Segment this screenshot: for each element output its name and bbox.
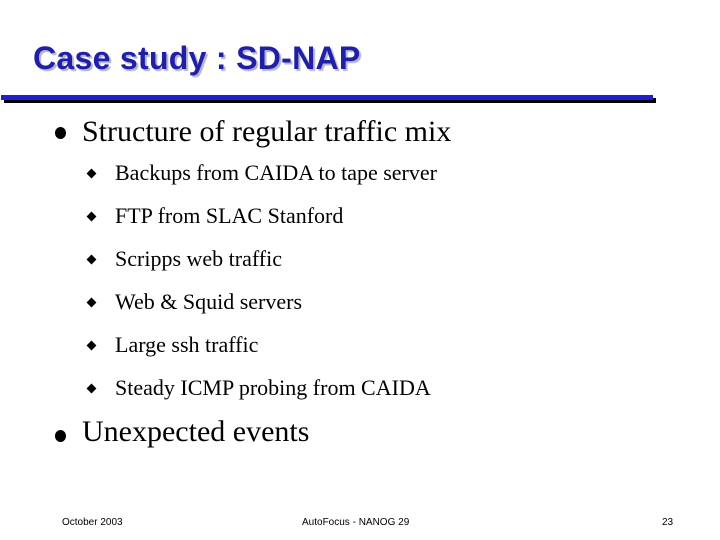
diamond-bullet-icon bbox=[87, 384, 97, 394]
diamond-bullet-icon bbox=[87, 212, 97, 222]
sub-bullet-icmp: Steady ICMP probing from CAIDA bbox=[115, 375, 431, 400]
bullet-dot-icon bbox=[55, 430, 66, 442]
diamond-bullet-icon bbox=[87, 341, 97, 351]
title-rule bbox=[1, 95, 653, 100]
footer-title: AutoFocus - NANOG 29 bbox=[302, 517, 410, 528]
diamond-bullet-icon bbox=[87, 255, 97, 265]
sub-bullet-ftp: FTP from SLAC Stanford bbox=[115, 203, 344, 228]
sub-bullet-scripps: Scripps web traffic bbox=[115, 246, 282, 271]
bullet-dot-icon bbox=[55, 127, 66, 139]
bullet-unexpected-events: Unexpected events bbox=[82, 415, 310, 448]
footer-page-number: 23 bbox=[662, 517, 674, 528]
bullet-structure: Structure of regular traffic mix bbox=[82, 115, 452, 148]
sub-bullet-ssh: Large ssh traffic bbox=[115, 332, 259, 357]
diamond-bullet-icon bbox=[87, 169, 97, 179]
sub-bullet-web-squid: Web & Squid servers bbox=[115, 289, 303, 314]
slide-title: Case study : SD-NAP bbox=[33, 40, 361, 76]
sub-bullet-backups: Backups from CAIDA to tape server bbox=[115, 160, 437, 185]
footer-date: October 2003 bbox=[62, 517, 123, 528]
diamond-bullet-icon bbox=[87, 298, 97, 308]
